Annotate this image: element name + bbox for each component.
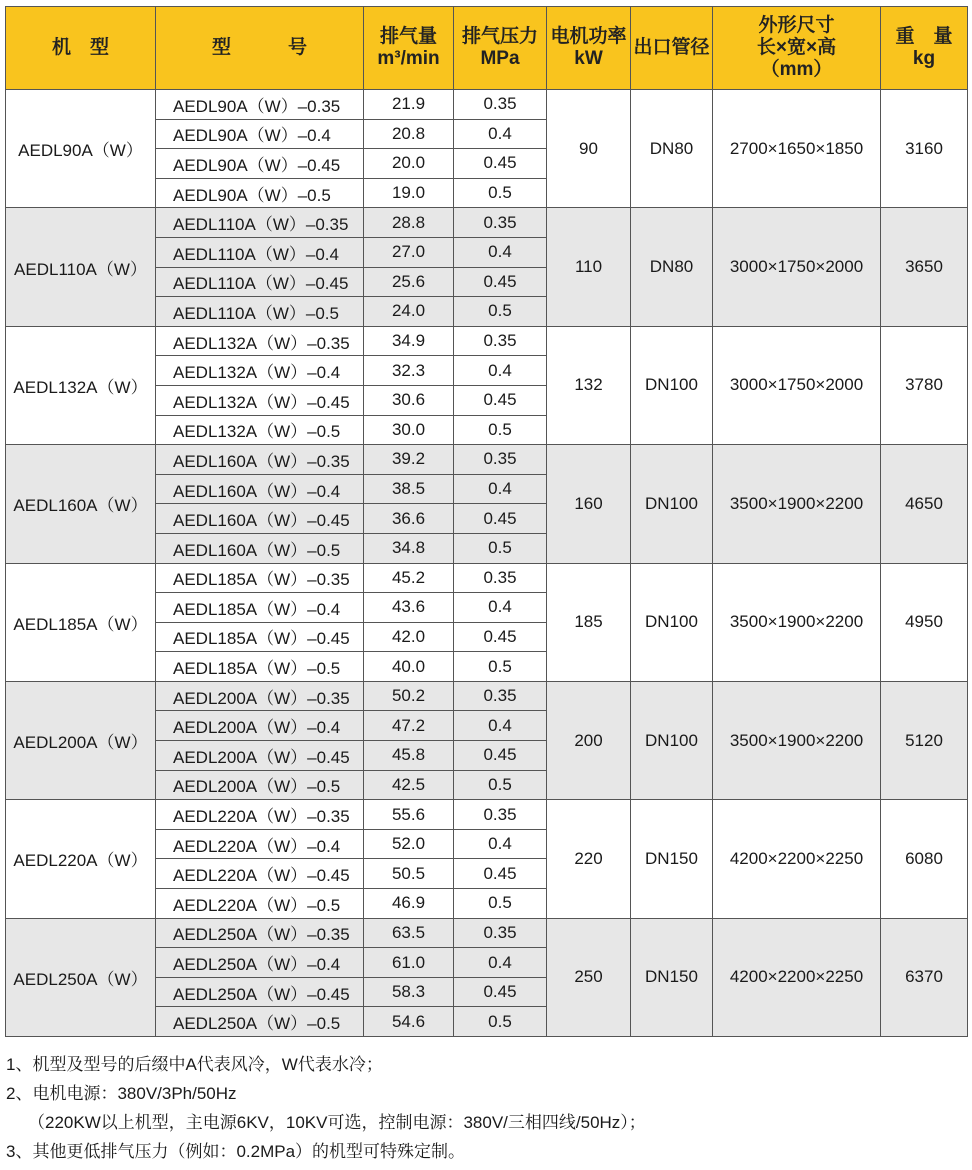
pressure-cell: 0.5	[454, 415, 547, 445]
table-row	[6, 800, 968, 830]
header-weight-label: 重 量	[895, 26, 953, 47]
flow-cell: 52.0	[364, 829, 454, 859]
flow-cell: 19.0	[364, 178, 454, 208]
pressure-cell: 0.4	[454, 356, 547, 386]
table-row	[6, 681, 968, 711]
flow-cell: 63.5	[364, 918, 454, 948]
table-row	[6, 918, 968, 948]
pressure-cell: 0.5	[454, 178, 547, 208]
dims-cell: 3000×1750×2000	[713, 326, 881, 444]
header-pressure-unit: MPa	[480, 48, 520, 69]
power-cell: 200	[547, 681, 631, 799]
table-row	[6, 563, 968, 593]
pressure-cell: 0.45	[454, 385, 547, 415]
pressure-cell: 0.5	[454, 297, 547, 327]
weight-cell: 3650	[881, 208, 968, 326]
flow-cell: 40.0	[364, 652, 454, 682]
dims-cell: 4200×2200×2250	[713, 918, 881, 1036]
pressure-cell: 0.45	[454, 741, 547, 771]
outlet-cell: DN80	[631, 90, 713, 208]
variant-cell: AEDL160A（W）–0.35	[156, 445, 364, 475]
pressure-cell: 0.35	[454, 681, 547, 711]
note-3: 3、其他更低排气压力（例如：0.2MPa）的机型可特殊定制。	[6, 1142, 466, 1161]
power-cell: 160	[547, 445, 631, 563]
flow-cell: 58.3	[364, 977, 454, 1007]
variant-cell: AEDL90A（W）–0.4	[156, 119, 364, 149]
flow-cell: 20.8	[364, 119, 454, 149]
flow-cell: 47.2	[364, 711, 454, 741]
variant-cell: AEDL250A（W）–0.35	[156, 918, 364, 948]
pressure-cell: 0.4	[454, 711, 547, 741]
weight-cell: 4950	[881, 563, 968, 681]
header-outlet-label: 出口管径	[633, 37, 710, 58]
header-model: 机 型	[6, 7, 156, 90]
variant-cell: AEDL200A（W）–0.35	[156, 681, 364, 711]
notes	[6, 1050, 966, 1166]
weight-cell: 4650	[881, 445, 968, 563]
pressure-cell: 0.4	[454, 237, 547, 267]
variant-cell: AEDL132A（W）–0.35	[156, 326, 364, 356]
header-outlet	[631, 7, 713, 90]
variant-cell: AEDL200A（W）–0.4	[156, 711, 364, 741]
pressure-cell: 0.45	[454, 977, 547, 1007]
header-weight	[881, 7, 968, 90]
weight-cell: 3160	[881, 90, 968, 208]
flow-cell: 25.6	[364, 267, 454, 297]
variant-cell: AEDL200A（W）–0.45	[156, 741, 364, 771]
variant-cell: AEDL200A（W）–0.5	[156, 770, 364, 800]
flow-cell: 50.5	[364, 859, 454, 889]
flow-cell: 27.0	[364, 237, 454, 267]
power-cell: 110	[547, 208, 631, 326]
outlet-cell: DN100	[631, 445, 713, 563]
variant-cell: AEDL220A（W）–0.35	[156, 800, 364, 830]
weight-cell: 6370	[881, 918, 968, 1036]
variant-cell: AEDL250A（W）–0.45	[156, 977, 364, 1007]
dims-cell: 3500×1900×2200	[713, 563, 881, 681]
flow-cell: 21.9	[364, 90, 454, 120]
header-flow-label: 排气量	[379, 26, 437, 47]
dims-cell: 4200×2200×2250	[713, 800, 881, 918]
header-pressure-label: 排气压力	[461, 26, 538, 47]
outlet-cell: DN100	[631, 563, 713, 681]
flow-cell: 38.5	[364, 474, 454, 504]
header-dims-unit: （mm）	[760, 59, 833, 80]
flow-cell: 46.9	[364, 889, 454, 919]
power-cell: 132	[547, 326, 631, 444]
variant-cell: AEDL90A（W）–0.45	[156, 149, 364, 179]
flow-cell: 39.2	[364, 445, 454, 475]
flow-cell: 20.0	[364, 149, 454, 179]
outlet-cell: DN80	[631, 208, 713, 326]
variant-cell: AEDL110A（W）–0.35	[156, 208, 364, 238]
table-row	[6, 208, 968, 238]
outlet-cell: DN100	[631, 681, 713, 799]
variant-cell: AEDL220A（W）–0.5	[156, 889, 364, 919]
flow-cell: 61.0	[364, 948, 454, 978]
model-cell: AEDL185A（W）	[6, 563, 156, 681]
power-cell: 250	[547, 918, 631, 1036]
flow-cell: 28.8	[364, 208, 454, 238]
pressure-cell: 0.4	[454, 948, 547, 978]
variant-cell: AEDL250A（W）–0.4	[156, 948, 364, 978]
spec-body	[6, 90, 968, 1037]
dims-cell: 3500×1900×2200	[713, 681, 881, 799]
table-row	[6, 90, 968, 120]
power-cell: 220	[547, 800, 631, 918]
power-cell: 90	[547, 90, 631, 208]
dims-cell: 2700×1650×1850	[713, 90, 881, 208]
weight-cell: 3780	[881, 326, 968, 444]
header-dims	[713, 7, 881, 90]
model-cell: AEDL160A（W）	[6, 445, 156, 563]
variant-cell: AEDL132A（W）–0.4	[156, 356, 364, 386]
pressure-cell: 0.35	[454, 445, 547, 475]
flow-cell: 45.2	[364, 563, 454, 593]
variant-cell: AEDL185A（W）–0.5	[156, 652, 364, 682]
variant-cell: AEDL110A（W）–0.5	[156, 297, 364, 327]
variant-cell: AEDL220A（W）–0.4	[156, 829, 364, 859]
header-flow	[364, 7, 454, 90]
spec-table	[5, 6, 968, 1037]
pressure-cell: 0.5	[454, 770, 547, 800]
pressure-cell: 0.45	[454, 149, 547, 179]
variant-cell: AEDL160A（W）–0.4	[156, 474, 364, 504]
flow-cell: 42.0	[364, 622, 454, 652]
dims-cell: 3000×1750×2000	[713, 208, 881, 326]
flow-cell: 30.0	[364, 415, 454, 445]
variant-cell: AEDL90A（W）–0.5	[156, 178, 364, 208]
flow-cell: 36.6	[364, 504, 454, 534]
pressure-cell: 0.45	[454, 504, 547, 534]
variant-cell: AEDL132A（W）–0.5	[156, 415, 364, 445]
header-dims-formula: 长×宽×高	[756, 37, 837, 58]
header-row	[6, 7, 968, 90]
table-row	[6, 445, 968, 475]
variant-cell: AEDL110A（W）–0.45	[156, 267, 364, 297]
pressure-cell: 0.45	[454, 622, 547, 652]
flow-cell: 32.3	[364, 356, 454, 386]
weight-cell: 5120	[881, 681, 968, 799]
flow-cell: 34.8	[364, 533, 454, 563]
model-cell: AEDL90A（W）	[6, 90, 156, 208]
power-cell: 185	[547, 563, 631, 681]
flow-cell: 30.6	[364, 385, 454, 415]
pressure-cell: 0.5	[454, 1007, 547, 1037]
pressure-cell: 0.4	[454, 593, 547, 623]
pressure-cell: 0.4	[454, 829, 547, 859]
table-row	[6, 326, 968, 356]
dims-cell: 3500×1900×2200	[713, 445, 881, 563]
variant-cell: AEDL185A（W）–0.45	[156, 622, 364, 652]
header-power-label: 电机功率	[550, 26, 627, 47]
model-cell: AEDL250A（W）	[6, 918, 156, 1036]
variant-cell: AEDL132A（W）–0.45	[156, 385, 364, 415]
model-cell: AEDL200A（W）	[6, 681, 156, 799]
header-dims-label: 外形尺寸	[758, 15, 835, 36]
outlet-cell: DN100	[631, 326, 713, 444]
pressure-cell: 0.35	[454, 326, 547, 356]
pressure-cell: 0.35	[454, 208, 547, 238]
pressure-cell: 0.5	[454, 652, 547, 682]
note-2: 2、电机电源：380V/3Ph/50Hz	[6, 1084, 237, 1103]
variant-cell: AEDL250A（W）–0.5	[156, 1007, 364, 1037]
variant-cell: AEDL90A（W）–0.35	[156, 90, 364, 120]
variant-cell: AEDL160A（W）–0.45	[156, 504, 364, 534]
model-cell: AEDL110A（W）	[6, 208, 156, 326]
header-power-unit: kW	[574, 48, 603, 69]
flow-cell: 54.6	[364, 1007, 454, 1037]
pressure-cell: 0.45	[454, 859, 547, 889]
header-weight-unit: kg	[912, 48, 936, 69]
flow-cell: 55.6	[364, 800, 454, 830]
flow-cell: 43.6	[364, 593, 454, 623]
flow-cell: 45.8	[364, 741, 454, 771]
flow-cell: 24.0	[364, 297, 454, 327]
pressure-cell: 0.4	[454, 119, 547, 149]
header-power	[547, 7, 631, 90]
pressure-cell: 0.35	[454, 800, 547, 830]
flow-cell: 50.2	[364, 681, 454, 711]
variant-cell: AEDL220A（W）–0.45	[156, 859, 364, 889]
variant-cell: AEDL160A（W）–0.5	[156, 533, 364, 563]
pressure-cell: 0.35	[454, 918, 547, 948]
note-1: 1、机型及型号的后缀中A代表风冷，W代表水冷；	[6, 1055, 383, 1074]
pressure-cell: 0.4	[454, 474, 547, 504]
header-flow-unit: m³/min	[377, 48, 440, 69]
flow-cell: 34.9	[364, 326, 454, 356]
variant-cell: AEDL185A（W）–0.35	[156, 563, 364, 593]
pressure-cell: 0.35	[454, 90, 547, 120]
model-cell: AEDL220A（W）	[6, 800, 156, 918]
note-2-detail: （220KW以上机型，主电源6KV，10KV可选，控制电源：380V/三相四线/50Hz）；	[28, 1113, 646, 1132]
model-cell: AEDL132A（W）	[6, 326, 156, 444]
variant-cell: AEDL185A（W）–0.4	[156, 593, 364, 623]
header-pressure	[454, 7, 547, 90]
pressure-cell: 0.35	[454, 563, 547, 593]
pressure-cell: 0.5	[454, 889, 547, 919]
header-variant: 型 号	[156, 7, 364, 90]
pressure-cell: 0.45	[454, 267, 547, 297]
flow-cell: 42.5	[364, 770, 454, 800]
outlet-cell: DN150	[631, 800, 713, 918]
outlet-cell: DN150	[631, 918, 713, 1036]
pressure-cell: 0.5	[454, 533, 547, 563]
variant-cell: AEDL110A（W）–0.4	[156, 237, 364, 267]
weight-cell: 6080	[881, 800, 968, 918]
